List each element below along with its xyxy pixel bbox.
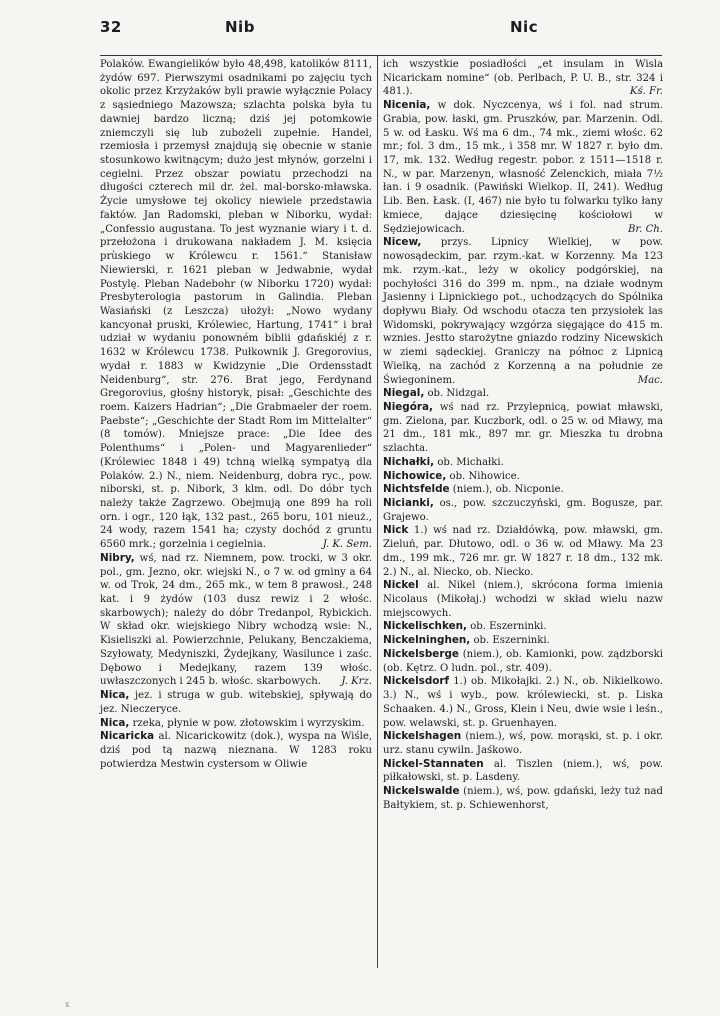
entry-text: ob. Eszerninki. xyxy=(470,635,550,647)
entry-headword: Nickelsberge xyxy=(383,647,459,660)
dictionary-entry xyxy=(383,58,663,99)
dictionary-entry xyxy=(383,387,663,401)
dictionary-entry xyxy=(100,552,372,689)
entry-text: Polaków. Ewangielików było 48,498, katolików 8111, żydów 697. Pierwszymi osadnikami po zajęciu tych okolic przez Krzyżaków byli prawie wyłącznie Polacy z sąsiedniego Mazowsza; szlachta polska była tu dawniej bardzo liczną; dziś jej potomkowie zniemczyli się lub zubożeli zupełnie. Handel, rzemiosła i przemysł znajdują się obecnie w stanie stosunkowo kwitnącym; dużo jest młynów, gorzelni i cegielni. Przez obszar powiatu przechodzi na długości czterech mil dr. żel. mal-borsko-mławska. Życie umysłowe tej okolicy niewiele przedstawia faktów. Jan Radomski, pleban w Niborku, wydał: „Confessio augustana. To jest wyznanie wiary i t. d. przełożona i drukowana nakładem J. M. księcia prùskiego w Królewcu r. 1561.“ Stanisław Niewierski, r. 1621 pleban w Jedwabnie, wydał Postylę. Pleban Nadebohr (w Niborku 1720) wydał: Presbyterologia pastorum in Galindia. Pleban Wasiański (z Leszcza) ułożył: „Nowo wydany kancyonał pruski, Królewiec, Hartung, 1741“ i brał udział w wydaniu ponowném biblii gdańskiéj z r. 1632 w Królewcu 1738. Pułkownik J. Gregorovius, wydał r. 1883 w Kwidzynie „Die Ordensstadt Neidenburg“, str. 276. Brat jego, Ferdynand Gregorovius, głośny historyk, pisał: „Geschichte des roem. Kaizers Hadrian“; „Die Grabmaeler der roem. Paebste“; „Geschichte der Stadt Rom im Mittelalter“ (8 tomów). Mniejsze prace: „Die Idee des Polenthums“ i „Polen- und Magyarenlieder“ (Królewiec 1848 i 49) tchną wielką sympatyą dla Polaków. 2.) N., niem. Neidenburg, dobra ryc., pow. niborski, st. p. Nibork, 3 klm. odl. Do dóbr tych należy także Zagrzewo. Obejmują one 899 ha roli orn. i ogr., 120 łąk, 132 past., 265 boru, 101 nieuż., 24 wody, razem 1541 ha; czysty dochód z gruntu 6560 mrk.; gorzelnia i cegielnia. xyxy=(100,59,372,551)
entry-headword: Niegal, xyxy=(383,387,425,400)
dictionary-entry xyxy=(383,785,663,812)
running-head-left: Nib xyxy=(225,18,255,36)
entry-text: al. Tiszlen (niem.), wś, pow. piłkałowski, st. p. Lasdeny. xyxy=(383,758,663,784)
entry-headword: Nickelswalde xyxy=(383,785,460,798)
dictionary-entry xyxy=(383,401,663,456)
entry-headword: Nichałki, xyxy=(383,455,435,468)
entry-text: 1.) wś nad rz. Działdówką, pow. mławski, gm. Zieluń, par. Dłutowo, odl. o 36 w. od Mławy. Ma 23 dm., 199 mk., 726 mr. gr. W 1827 r. 18 dm., 132 mk. 2.) N., al. Niecko, ob. Niecko. xyxy=(383,525,663,578)
dictionary-entry xyxy=(100,730,372,771)
dictionary-entry xyxy=(383,758,663,785)
entry-headword: Nibry, xyxy=(100,551,135,564)
entry-headword: Nicaricka xyxy=(100,730,155,743)
dictionary-entry xyxy=(100,689,372,716)
entry-text: ob. Eszerninki. xyxy=(466,621,547,633)
left-column xyxy=(100,58,372,771)
entry-headword: Nickelsdorf xyxy=(383,675,450,688)
entry-headword: Nickel-Stannaten xyxy=(383,757,484,770)
entry-text: wś nad rz. Przylepnicą, powiat mławski, gm. Zielona, par. Kuczbork, odl. o 25 w. od Mławy, ma 21 dm., 181 mk., 897 mr. gr. Mieszka tu drobna szlachta. xyxy=(383,401,663,455)
entry-text: (niem.), wś, pow. gdański, leży tuż nad Bałtykiem, st. p. Schiewenhorst, xyxy=(383,786,663,811)
entry-text: 1.) ob. Mikołajki. 2.) N., ob. Nikielkowo. 3.) N., wś i wyb., pow. królewiecki, st. p. Liska Schaaken. 4.) N., Gross, Klein i Neu, dwie wsie i leśn., pow. welawski, st. p. Gruenhayen. xyxy=(383,676,663,729)
dictionary-entry xyxy=(383,456,663,470)
dictionary-entry xyxy=(383,524,663,579)
dictionary-entry xyxy=(383,730,663,757)
entry-text: (niem.), wś, pow. morąski, st. p. i okr. urz. stanu cywiln. Jaśkowo. xyxy=(383,731,663,756)
entry-headword: Nicew, xyxy=(383,236,422,249)
dictionary-entry xyxy=(100,58,372,552)
entry-headword: Nickelshagen xyxy=(383,730,462,743)
author-signature: Kś. Fr. xyxy=(629,86,663,98)
entry-headword: Nichowice, xyxy=(383,469,447,482)
dictionary-entry xyxy=(383,99,663,236)
entry-headword: Nica, xyxy=(100,716,130,729)
dictionary-entry xyxy=(383,470,663,484)
running-head-right: Nic xyxy=(510,18,539,36)
dictionary-entry xyxy=(383,620,663,634)
entry-text: al. Nicarickowitz (dok.), wyspa na Wiśle, dziś pod tą nazwą nieznana. W 1283 roku potwierdza Mestwin cystersom w Oliwie xyxy=(100,731,372,770)
author-signature: J. K. Sem. xyxy=(322,539,372,551)
entry-headword: Nickelischken, xyxy=(383,620,467,633)
entry-text: wś, nad rz. Niemnem, pow. trocki, w 3 okr. pol., gm. Jezno, okr. wiejski N., o 7 w. od gminy a 64 w. od Trok, 24 dm., 265 mk., w tem 8 prawosł., 248 kat. i 9 żydów (103 dusz rewiz i 2 włośc. skarbowych); należy do dóbr Tredanpol, Rybickich. W skład okr. wiejskiego Nibry wchodzą wsie: N., Kisieliszki al. Powierzchnie, Pelukany, Benczakiema, Szyłowaty, Medyniszki, Żydejkany, Wasilunce i zaśc. Dębowo i Medejkany, razem 139 włośc. uwłaszczonych i 245 b. włośc. skarbowych. xyxy=(100,552,372,688)
entry-text: ich wszystkie posiadłości „et insulam in Wisla Nicarickam nomine“ (ob. Perlbach, P. U. B., str. 324 i 481.). xyxy=(383,59,663,98)
dictionary-entry xyxy=(100,717,372,731)
entry-text: al. Nikel (niem.), skrócona forma imienia Nicolaus (Mikołaj.) wchodzi w skład wielu nazw miejscowych. xyxy=(383,580,663,619)
column-divider xyxy=(377,56,378,968)
page-number: 32 xyxy=(100,18,122,36)
entry-headword: Nickelninghen, xyxy=(383,634,471,647)
dictionary-entry xyxy=(383,497,663,524)
dictionary-entry xyxy=(383,634,663,648)
entry-text: jez. i struga w gub. witebskiej, spływają do jez. Nieczeryce. xyxy=(100,690,372,715)
entry-text: (niem.), ob. Kamionki, pow. ządzborski (ob. Kętrz. O ludn. pol., str. 409). xyxy=(383,648,663,674)
entry-headword: Nick xyxy=(383,524,409,537)
entry-headword: Niegóra, xyxy=(383,400,433,413)
author-signature: J. Krz. xyxy=(341,676,372,688)
entry-headword: Nickel xyxy=(383,579,419,592)
entry-text: ob. Nihowice. xyxy=(446,470,520,482)
entry-text: przys. Lipnicy Wielkiej, w pow. nowosądeckim, par. rzym.-kat. w Korzenny. Ma 123 mk. rzym.-kat., leży w okolicy podgórskiej, na pochyłości 316 do 399 m. npm., na działe wodnym Jasienny i Lipnickiego pot., uchodzących do Spólnika dopływu Biały. Od wschodu otacza ten przysiołek las Widomski, pokrywający wzgórza sięgające do 415 m. wznies. Jestto starożytne gniazdo rodziny Nicewskich w ziemi sądeckiej. Graniczy na północ z Lipnicą Wielką, na zachód z Korzenną a na południe ze Świegoninem. xyxy=(383,237,663,386)
entry-text: ob. Nidzgal. xyxy=(424,388,490,400)
dictionary-entry xyxy=(383,579,663,620)
entry-text: os., pow. szczuczyński, gm. Bogusze, par. Grajewo. xyxy=(383,498,663,523)
entry-text: ob. Michałki. xyxy=(434,456,504,468)
dictionary-entry xyxy=(383,236,663,387)
right-column xyxy=(383,58,663,813)
dictionary-entry xyxy=(383,648,663,675)
author-signature: Br. Ch. xyxy=(628,223,663,235)
entry-headword: Nicenia, xyxy=(383,99,431,112)
dictionary-entry xyxy=(383,675,663,730)
author-signature: Mac. xyxy=(637,374,663,386)
scan-mark: ⅹ xyxy=(65,1000,70,1009)
entry-headword: Nica, xyxy=(100,689,130,702)
header-rule xyxy=(100,55,662,56)
entry-text: rzeka, płynie w pow. złotowskim i wyrzyskim. xyxy=(129,717,365,729)
entry-headword: Nicianki, xyxy=(383,497,434,509)
entry-text: w dok. Nyczcenya, wś i fol. nad strum. Grabia, pow. łaski, gm. Pruszków, par. Marzenin. Odl. 5 w. od Łasku. Wś ma 6 dm., 74 mk., ziemi włośc. 62 mr.; fol. 3 dm., 15 mk., i 358 mr. W 1827 r. było dm. 17, mk. 132. Według regestr. pobor. z 1511—1518 r. N., w par. Marzenyn, własność Zelenckich, miała 7½ łan. i 9 osadnik. (Pawiński Wielkop. II, 241). Według Lib. Ben. Łask. (I, 467) nie było tu folwarku tylko łany kmiece, dające dziesięcinę kościołowi w Sędziejowicach. xyxy=(383,100,663,235)
entry-text: (niem.), ob. Nicponie. xyxy=(449,484,564,496)
entry-headword: Nichtsfelde xyxy=(383,483,450,496)
dictionary-entry xyxy=(383,483,663,497)
